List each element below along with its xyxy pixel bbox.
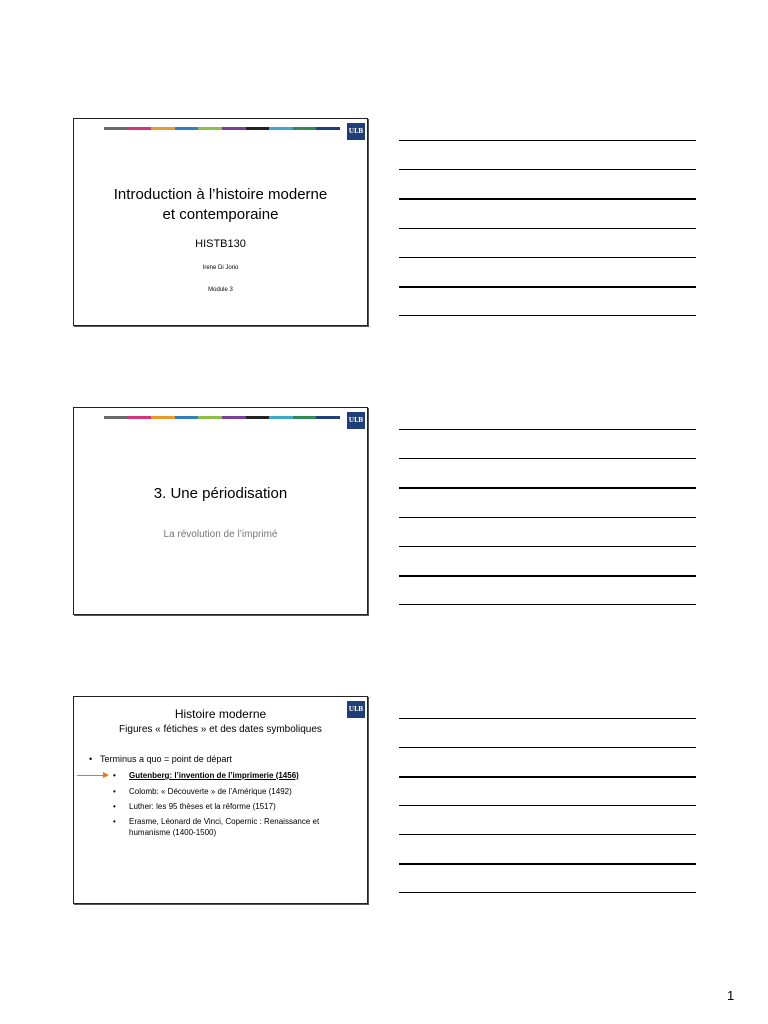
ulb-logo: ULB (347, 123, 365, 140)
slide-title-line1: Introduction à l’histoire moderne (113, 186, 328, 203)
subbullet-text: Gutenberg: l’invention de l’imprimerie (1456) (129, 771, 299, 780)
page-number: 1 (727, 988, 735, 1003)
subbullet-text: Luther: les 95 thèses et la réforme (1517) (129, 802, 276, 811)
slide-1 (73, 118, 368, 326)
bullet-dot: • (89, 754, 93, 764)
slide-subtitle: Figures « fétiches » et des dates symboliques (119, 724, 322, 735)
bullet-dot: • (113, 802, 116, 811)
subbullet-erasme (113, 817, 320, 826)
author: Irene Di Jorio (202, 265, 239, 271)
module-label: Module 3 (208, 287, 233, 293)
slide-title: Histoire moderne (174, 707, 267, 721)
highlight-arrow-line (77, 775, 105, 776)
subbullet-text: Erasme, Léonard de Vinci, Copernic : Renaissance et (129, 817, 320, 826)
bullet-main (89, 754, 232, 764)
slide-subtitle: La révolution de l’imprimé (163, 529, 278, 540)
slide-title: 3. Une périodisation (153, 485, 288, 502)
arrow-right-icon (103, 772, 109, 778)
ulb-logo: ULB (347, 701, 365, 718)
ulb-logo: ULB (347, 412, 365, 429)
subbullet-erasme-cont: humanisme (1400-1500) (129, 828, 217, 837)
color-bar (104, 127, 340, 130)
slide-3 (73, 696, 368, 904)
slide-2 (73, 407, 368, 615)
color-bar (104, 416, 340, 419)
bullet-text: Terminus a quo = point de départ (100, 754, 232, 764)
subbullet-colomb (113, 787, 292, 796)
bullet-dot: • (113, 787, 116, 796)
subbullet-text: Colomb: « Découverte » de l’Amérique (1492) (129, 787, 292, 796)
slide-title-line2: et contemporaine (162, 206, 279, 223)
subbullet-gutenberg (113, 771, 299, 780)
course-code: HISTB130 (195, 238, 246, 250)
bullet-dot: • (113, 771, 116, 780)
subbullet-luther (113, 802, 276, 811)
bullet-dot: • (113, 817, 116, 826)
